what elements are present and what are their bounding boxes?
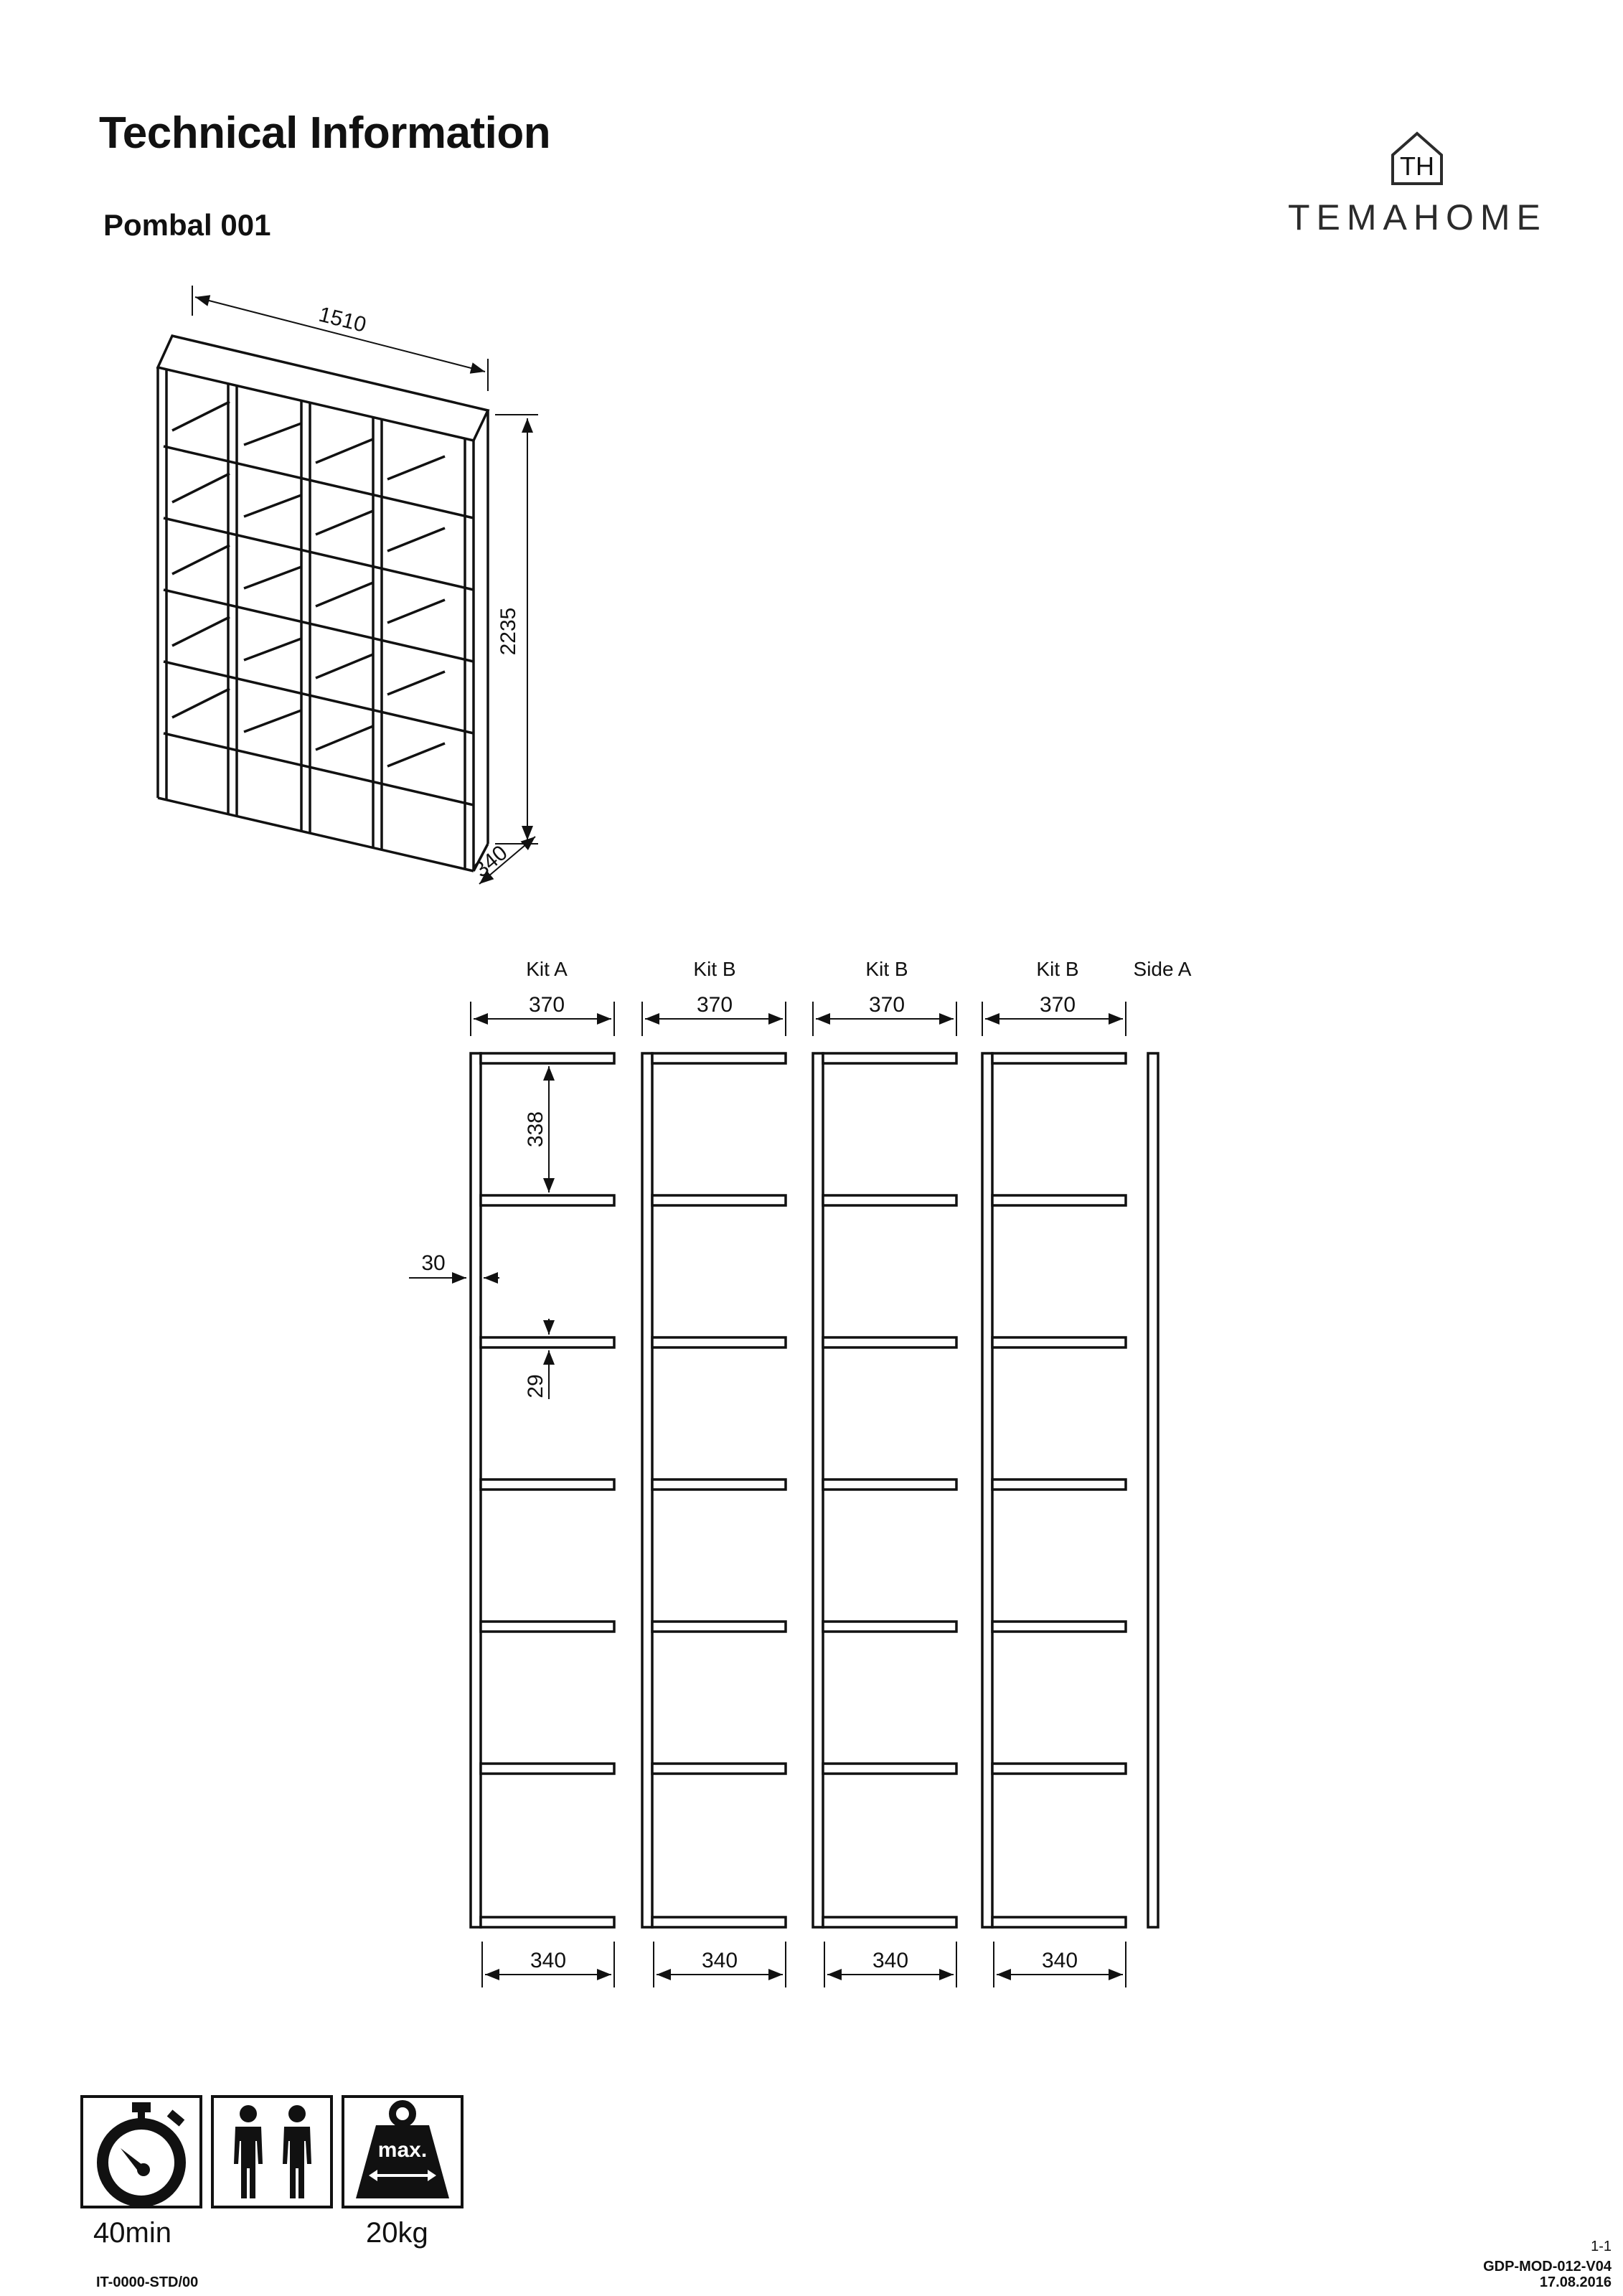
assembly-time-label: 40min — [93, 2217, 171, 2249]
product-name: Pombal 001 — [103, 208, 271, 242]
footer-date: 17.08.2016 — [1539, 2274, 1612, 2290]
max-load-box — [342, 2095, 464, 2208]
shelf-spacing-label: 338 — [524, 1111, 547, 1148]
max-load-label: 20kg — [366, 2217, 428, 2249]
kit-inner-label: 340 — [530, 1949, 567, 1972]
kit-a-panels — [471, 1053, 614, 1927]
kit-b-panels — [813, 1053, 956, 1927]
document-title: Technical Information — [99, 108, 551, 158]
assembly-time-box — [80, 2095, 202, 2208]
kit-b-panels — [642, 1053, 786, 1927]
panel-thickness-label: 30 — [421, 1251, 446, 1275]
kit-width-label: 370 — [696, 993, 733, 1017]
kit-label: Kit B — [1036, 958, 1079, 980]
kit-width-label: 370 — [868, 993, 905, 1017]
kit-inner-label: 340 — [1041, 1949, 1078, 1972]
weight-icon — [344, 2098, 461, 2206]
overall-width-label: 1510 — [316, 302, 369, 337]
side-a-panel — [1148, 1053, 1158, 1927]
brand-name: TEMAHOME — [1288, 197, 1547, 237]
kit-width-label: 370 — [1039, 993, 1076, 1017]
kit-b-panels — [982, 1053, 1126, 1927]
stopwatch-icon — [83, 2098, 199, 2206]
page-number: 1-1 — [1591, 2239, 1612, 2254]
overall-height-label: 2235 — [497, 607, 520, 656]
two-persons-icon — [214, 2098, 330, 2206]
kit-bottom-dimensions — [482, 1942, 1126, 1987]
kit-label: Kit A — [526, 958, 568, 980]
shelf-thickness-label: 29 — [524, 1374, 547, 1398]
overall-depth-label: 340 — [469, 840, 512, 883]
side-panel-label: Side A — [1133, 958, 1192, 980]
kit-top-dimensions — [471, 1002, 1126, 1036]
max-badge: max. — [377, 2138, 428, 2162]
kit-inner-label: 340 — [701, 1949, 738, 1972]
footer-code-left: IT-0000-STD/00 — [96, 2274, 199, 2290]
kit-label: Kit B — [865, 958, 908, 980]
kit-inner-label: 340 — [872, 1949, 909, 1972]
logo-glyph: TH — [1400, 151, 1434, 181]
bookcase-isometric — [158, 336, 488, 871]
kit-label: Kit B — [693, 958, 736, 980]
footer-code-right: GDP-MOD-012-V04 — [1483, 2259, 1612, 2274]
kit-width-label: 370 — [528, 993, 565, 1017]
two-persons-box — [211, 2095, 333, 2208]
